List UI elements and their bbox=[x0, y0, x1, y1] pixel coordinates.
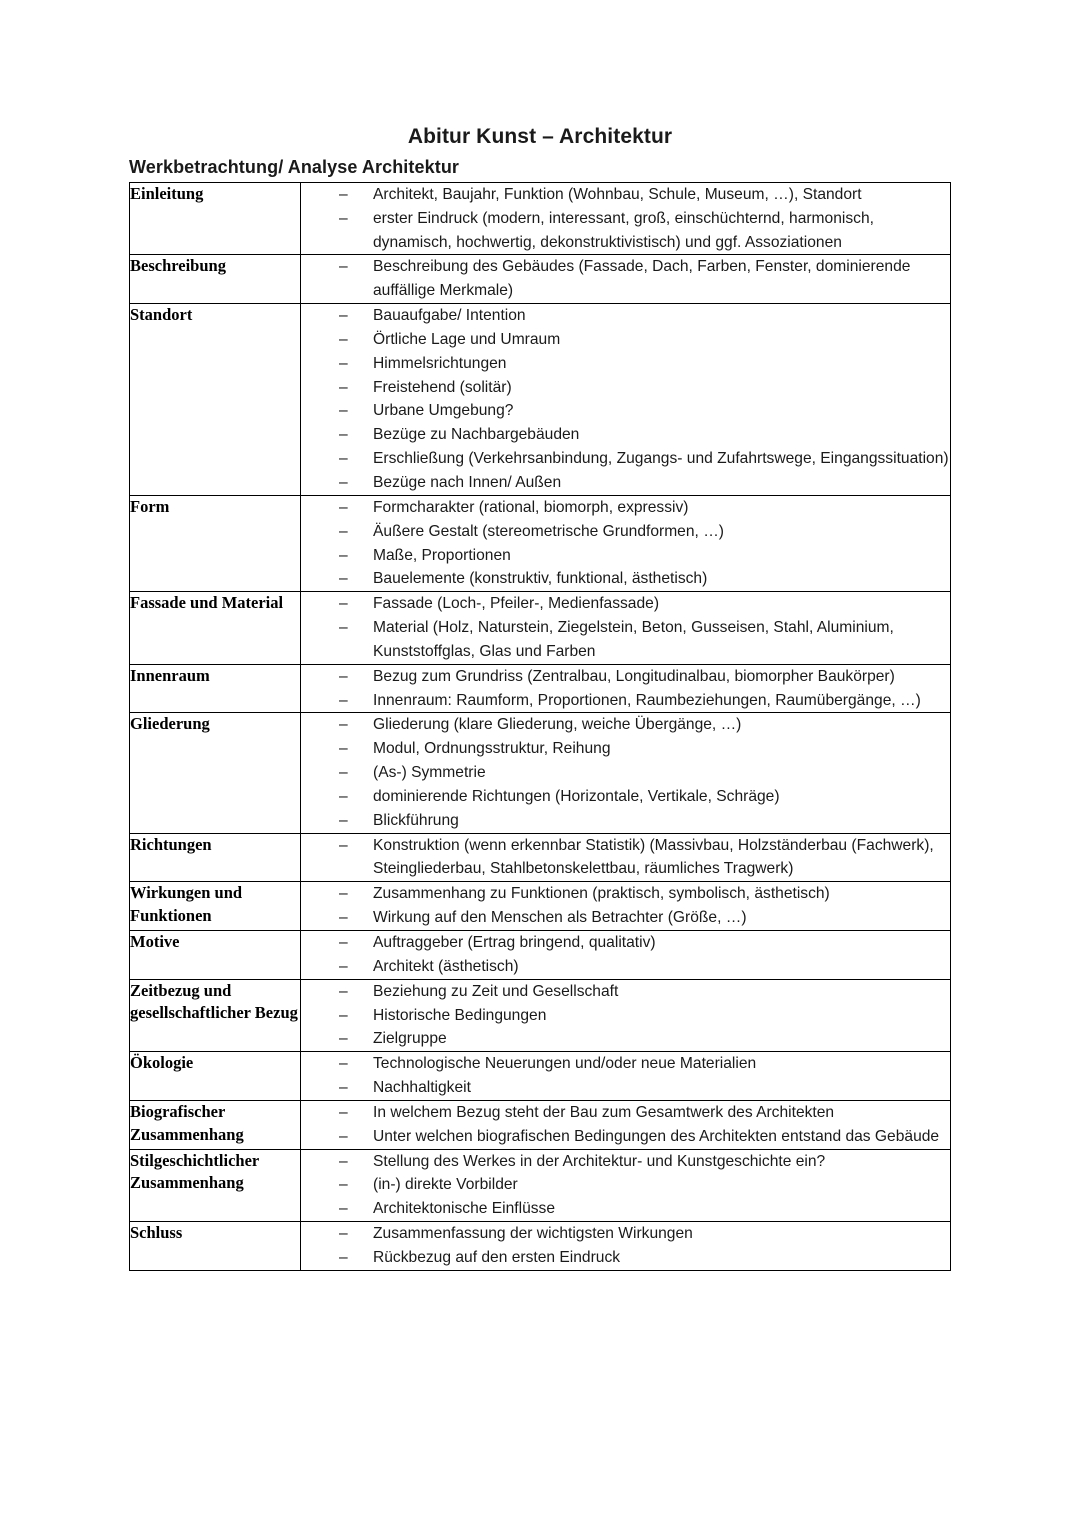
category-cell bbox=[130, 931, 301, 980]
dash-bullet-icon: – bbox=[339, 258, 348, 276]
table-row bbox=[130, 495, 951, 591]
dash-bullet-icon: – bbox=[339, 957, 348, 975]
category-label: Zeitbezug und gesellschaftlicher Bezug bbox=[130, 980, 298, 1023]
list-item-text: erster Eindruck (modern, interessant, groß, einschüchternd, harmonisch, dynamisch, hochwertig, dekonstruktivistisch) und ggf. Assoziationen bbox=[373, 209, 874, 251]
dash-bullet-icon: – bbox=[339, 595, 348, 613]
category-cell bbox=[130, 979, 301, 1052]
list-item-text: Zusammenfassung der wichtigsten Wirkungen bbox=[373, 1225, 693, 1243]
items-cell bbox=[301, 979, 951, 1052]
list-item bbox=[301, 1125, 950, 1149]
section-subtitle: Werkbetrachtung/ Analyse Architektur bbox=[129, 157, 460, 178]
category-cell bbox=[130, 833, 301, 882]
item-list bbox=[301, 882, 950, 930]
category-cell bbox=[130, 1052, 301, 1101]
list-item bbox=[301, 520, 950, 544]
dash-bullet-icon: – bbox=[339, 764, 348, 782]
list-item bbox=[301, 1150, 950, 1174]
dash-bullet-icon: – bbox=[339, 1079, 348, 1097]
list-item-text: Architekt (ästhetisch) bbox=[373, 957, 519, 975]
list-item-text: Bauaufgabe/ Intention bbox=[373, 307, 526, 325]
list-item bbox=[301, 376, 950, 400]
items-cell bbox=[301, 882, 951, 931]
items-cell bbox=[301, 1052, 951, 1101]
list-item-text: Nachhaltigkeit bbox=[373, 1079, 471, 1097]
items-cell bbox=[301, 664, 951, 713]
item-list bbox=[301, 496, 950, 591]
dash-bullet-icon: – bbox=[339, 811, 348, 829]
item-list bbox=[301, 255, 950, 303]
list-item bbox=[301, 761, 950, 785]
list-item bbox=[301, 906, 950, 930]
item-list bbox=[301, 980, 950, 1052]
dash-bullet-icon: – bbox=[339, 1127, 348, 1145]
dash-bullet-icon: – bbox=[339, 885, 348, 903]
list-item bbox=[301, 1027, 950, 1051]
table-row bbox=[130, 592, 951, 665]
table-row bbox=[130, 182, 951, 255]
dash-bullet-icon: – bbox=[339, 1055, 348, 1073]
list-item-text: Bezüge nach Innen/ Außen bbox=[373, 473, 562, 491]
list-item bbox=[301, 423, 950, 447]
dash-bullet-icon: – bbox=[339, 354, 348, 372]
table-row bbox=[130, 833, 951, 882]
dash-bullet-icon: – bbox=[339, 185, 348, 203]
list-item bbox=[301, 1246, 950, 1270]
item-list bbox=[301, 1052, 950, 1100]
list-item-text: Beschreibung des Gebäudes (Fassade, Dach, Farben, Fenster, dominierende auffällige Merkmale) bbox=[373, 258, 911, 300]
table-row bbox=[130, 1100, 951, 1149]
list-item-text: Freistehend (solitär) bbox=[373, 378, 512, 396]
category-cell bbox=[130, 304, 301, 496]
items-cell bbox=[301, 255, 951, 304]
table-row bbox=[130, 979, 951, 1052]
item-list bbox=[301, 713, 950, 832]
items-cell bbox=[301, 931, 951, 980]
category-label: Biografischer Zusammenhang bbox=[130, 1101, 244, 1144]
dash-bullet-icon: – bbox=[339, 836, 348, 854]
list-item-text: Modul, Ordnungsstruktur, Reihung bbox=[373, 740, 611, 758]
analysis-table-body bbox=[130, 182, 951, 1270]
dash-bullet-icon: – bbox=[339, 473, 348, 491]
item-list bbox=[301, 665, 950, 713]
list-item bbox=[301, 567, 950, 591]
items-cell bbox=[301, 304, 951, 496]
list-item-text: Innenraum: Raumform, Proportionen, Raumbeziehungen, Raumübergänge, …) bbox=[373, 691, 921, 709]
page-title: Abitur Kunst – Architektur bbox=[407, 125, 673, 148]
dash-bullet-icon: – bbox=[339, 1030, 348, 1048]
dash-bullet-icon: – bbox=[339, 402, 348, 420]
document-body bbox=[129, 124, 951, 1271]
list-item bbox=[301, 931, 950, 955]
list-item bbox=[301, 328, 950, 352]
items-cell bbox=[301, 1149, 951, 1222]
item-list bbox=[301, 834, 950, 882]
dash-bullet-icon: – bbox=[339, 716, 348, 734]
dash-bullet-icon: – bbox=[339, 1200, 348, 1218]
dash-bullet-icon: – bbox=[339, 307, 348, 325]
items-cell bbox=[301, 495, 951, 591]
items-cell bbox=[301, 833, 951, 882]
category-label: Richtungen bbox=[130, 834, 212, 854]
table-row bbox=[130, 304, 951, 496]
item-list bbox=[301, 1150, 950, 1222]
list-item bbox=[301, 183, 950, 207]
dash-bullet-icon: – bbox=[339, 909, 348, 927]
item-list bbox=[301, 1222, 950, 1270]
dash-bullet-icon: – bbox=[339, 1152, 348, 1170]
list-item bbox=[301, 447, 950, 471]
list-item bbox=[301, 304, 950, 328]
dash-bullet-icon: – bbox=[339, 619, 348, 637]
category-label: Standort bbox=[130, 305, 193, 325]
dash-bullet-icon: – bbox=[339, 1006, 348, 1024]
list-item bbox=[301, 737, 950, 761]
list-item-text: Architektonische Einflüsse bbox=[373, 1200, 556, 1218]
list-item-text: In welchem Bezug steht der Bau zum Gesamtwerk des Architekten bbox=[373, 1103, 835, 1121]
category-label: Beschreibung bbox=[130, 256, 226, 276]
list-item bbox=[301, 496, 950, 520]
list-item-text: Gliederung (klare Gliederung, weiche Übergänge, …) bbox=[373, 716, 742, 734]
table-row bbox=[130, 931, 951, 980]
dash-bullet-icon: – bbox=[339, 1225, 348, 1243]
list-item-text: Formcharakter (rational, biomorph, expressiv) bbox=[373, 498, 689, 516]
category-label: Motive bbox=[130, 932, 180, 951]
item-list bbox=[301, 1101, 950, 1149]
category-label: Schluss bbox=[130, 1223, 183, 1243]
dash-bullet-icon: – bbox=[339, 450, 348, 468]
dash-bullet-icon: – bbox=[339, 426, 348, 444]
list-item-text: (in-) direkte Vorbilder bbox=[373, 1176, 518, 1194]
dash-bullet-icon: – bbox=[339, 570, 348, 588]
list-item bbox=[301, 955, 950, 979]
list-item-text: Beziehung zu Zeit und Gesellschaft bbox=[373, 982, 619, 1000]
list-item bbox=[301, 1222, 950, 1246]
category-label: Wirkungen und Funktionen bbox=[130, 883, 243, 926]
dash-bullet-icon: – bbox=[339, 1176, 348, 1194]
dash-bullet-icon: – bbox=[339, 209, 348, 227]
category-cell bbox=[130, 1100, 301, 1149]
category-label: Form bbox=[130, 496, 170, 516]
list-item bbox=[301, 834, 950, 882]
list-item-text: Äußere Gestalt (stereometrische Grundformen, …) bbox=[373, 522, 724, 540]
list-item-text: Himmelsrichtungen bbox=[373, 354, 507, 372]
list-item-text: Rückbezug auf den ersten Eindruck bbox=[373, 1248, 621, 1266]
dash-bullet-icon: – bbox=[339, 740, 348, 758]
category-cell bbox=[130, 495, 301, 591]
items-cell bbox=[301, 182, 951, 255]
category-cell bbox=[130, 1222, 301, 1271]
list-item bbox=[301, 713, 950, 737]
dash-bullet-icon: – bbox=[339, 982, 348, 1000]
table-row bbox=[130, 255, 951, 304]
list-item bbox=[301, 352, 950, 376]
table-row bbox=[130, 713, 951, 833]
items-cell bbox=[301, 1222, 951, 1271]
list-item bbox=[301, 399, 950, 423]
category-cell bbox=[130, 182, 301, 255]
list-item-text: Stellung des Werkes in der Architektur- und Kunstgeschichte ein? bbox=[373, 1152, 826, 1170]
list-item bbox=[301, 207, 950, 255]
list-item bbox=[301, 544, 950, 568]
list-item-text: Historische Bedingungen bbox=[373, 1006, 547, 1024]
list-item-text: Bezüge zu Nachbargebäuden bbox=[373, 426, 580, 444]
list-item-text: Bezug zum Grundriss (Zentralbau, Longitudinalbau, biomorpher Baukörper) bbox=[373, 667, 895, 685]
list-item bbox=[301, 592, 950, 616]
list-item-text: Zielgruppe bbox=[373, 1030, 447, 1048]
dash-bullet-icon: – bbox=[339, 1103, 348, 1121]
list-item bbox=[301, 255, 950, 303]
list-item-text: Technologische Neuerungen und/oder neue Materialien bbox=[373, 1055, 757, 1073]
category-cell bbox=[130, 1149, 301, 1222]
category-label: Einleitung bbox=[130, 183, 204, 203]
list-item-text: Örtliche Lage und Umraum bbox=[373, 330, 561, 348]
list-item bbox=[301, 1101, 950, 1125]
table-row bbox=[130, 664, 951, 713]
list-item bbox=[301, 785, 950, 809]
dash-bullet-icon: – bbox=[339, 934, 348, 951]
items-cell bbox=[301, 592, 951, 665]
category-cell bbox=[130, 882, 301, 931]
list-item-text: Architekt, Baujahr, Funktion (Wohnbau, Schule, Museum, …), Standort bbox=[373, 185, 862, 203]
list-item bbox=[301, 1052, 950, 1076]
dash-bullet-icon: – bbox=[339, 522, 348, 540]
list-item-text: Urbane Umgebung? bbox=[373, 402, 514, 420]
items-cell bbox=[301, 1100, 951, 1149]
dash-bullet-icon: – bbox=[339, 1248, 348, 1266]
list-item-text: Material (Holz, Naturstein, Ziegelstein, Beton, Gusseisen, Stahl, Aluminium, Kunststoffglas, Glas und Farben bbox=[373, 619, 894, 660]
list-item-text: Unter welchen biografischen Bedingungen des Architekten entstand das Gebäude bbox=[373, 1127, 940, 1145]
list-item-text: Blickführung bbox=[373, 811, 459, 829]
table-row bbox=[130, 882, 951, 931]
list-item bbox=[301, 471, 950, 495]
category-label: Fassade und Material bbox=[130, 593, 284, 613]
list-item-text: Bauelemente (konstruktiv, funktional, ästhetisch) bbox=[373, 570, 708, 588]
category-cell bbox=[130, 664, 301, 713]
category-label: Gliederung bbox=[130, 714, 210, 734]
dash-bullet-icon: – bbox=[339, 378, 348, 396]
item-list bbox=[301, 183, 950, 255]
dash-bullet-icon: – bbox=[339, 330, 348, 348]
list-item-text: Wirkung auf den Menschen als Betrachter (Größe, …) bbox=[373, 909, 747, 927]
item-list bbox=[301, 592, 950, 664]
dash-bullet-icon: – bbox=[339, 691, 348, 709]
dash-bullet-icon: – bbox=[339, 546, 348, 564]
list-item bbox=[301, 1004, 950, 1028]
category-label: Stilgeschichtlicher Zusammenhang bbox=[130, 1150, 259, 1193]
category-label: Innenraum bbox=[130, 665, 210, 685]
dash-bullet-icon: – bbox=[339, 498, 348, 516]
list-item-text: Erschließung (Verkehrsanbindung, Zugangs- und Zufahrtswege, Eingangssituation) bbox=[373, 450, 949, 468]
dash-bullet-icon: – bbox=[339, 787, 348, 805]
list-item-text: Fassade (Loch-, Pfeiler-, Medienfassade) bbox=[373, 595, 660, 613]
list-item-text: dominierende Richtungen (Horizontale, Vertikale, Schräge) bbox=[373, 787, 780, 805]
table-row bbox=[130, 1149, 951, 1222]
item-list bbox=[301, 304, 950, 495]
dash-bullet-icon: – bbox=[339, 667, 348, 685]
list-item bbox=[301, 1076, 950, 1100]
list-item bbox=[301, 809, 950, 833]
list-item-text: Konstruktion (wenn erkennbar Statistik) (Massivbau, Holzständerbau (Fachwerk), Steingliederbau, Stahlbetonskelettbau, räumliches Tragwerk) bbox=[373, 836, 934, 878]
list-item bbox=[301, 616, 950, 664]
list-item bbox=[301, 882, 950, 906]
list-item-text: Maße, Proportionen bbox=[373, 546, 511, 564]
items-cell bbox=[301, 713, 951, 833]
list-item-text: Zusammenhang zu Funktionen (praktisch, symbolisch, ästhetisch) bbox=[373, 885, 830, 903]
list-item bbox=[301, 980, 950, 1004]
category-cell bbox=[130, 713, 301, 833]
list-item bbox=[301, 1173, 950, 1197]
list-item bbox=[301, 1197, 950, 1221]
category-label: Ökologie bbox=[130, 1053, 194, 1073]
item-list bbox=[301, 931, 950, 979]
table-row bbox=[130, 1222, 951, 1271]
list-item-text: (As-) Symmetrie bbox=[373, 764, 486, 782]
list-item bbox=[301, 689, 950, 713]
table-row bbox=[130, 1052, 951, 1101]
category-cell bbox=[130, 255, 301, 304]
list-item-text: Auftraggeber (Ertrag bringend, qualitativ) bbox=[373, 934, 656, 951]
category-cell bbox=[130, 592, 301, 665]
list-item bbox=[301, 665, 950, 689]
analysis-table bbox=[129, 182, 951, 1271]
